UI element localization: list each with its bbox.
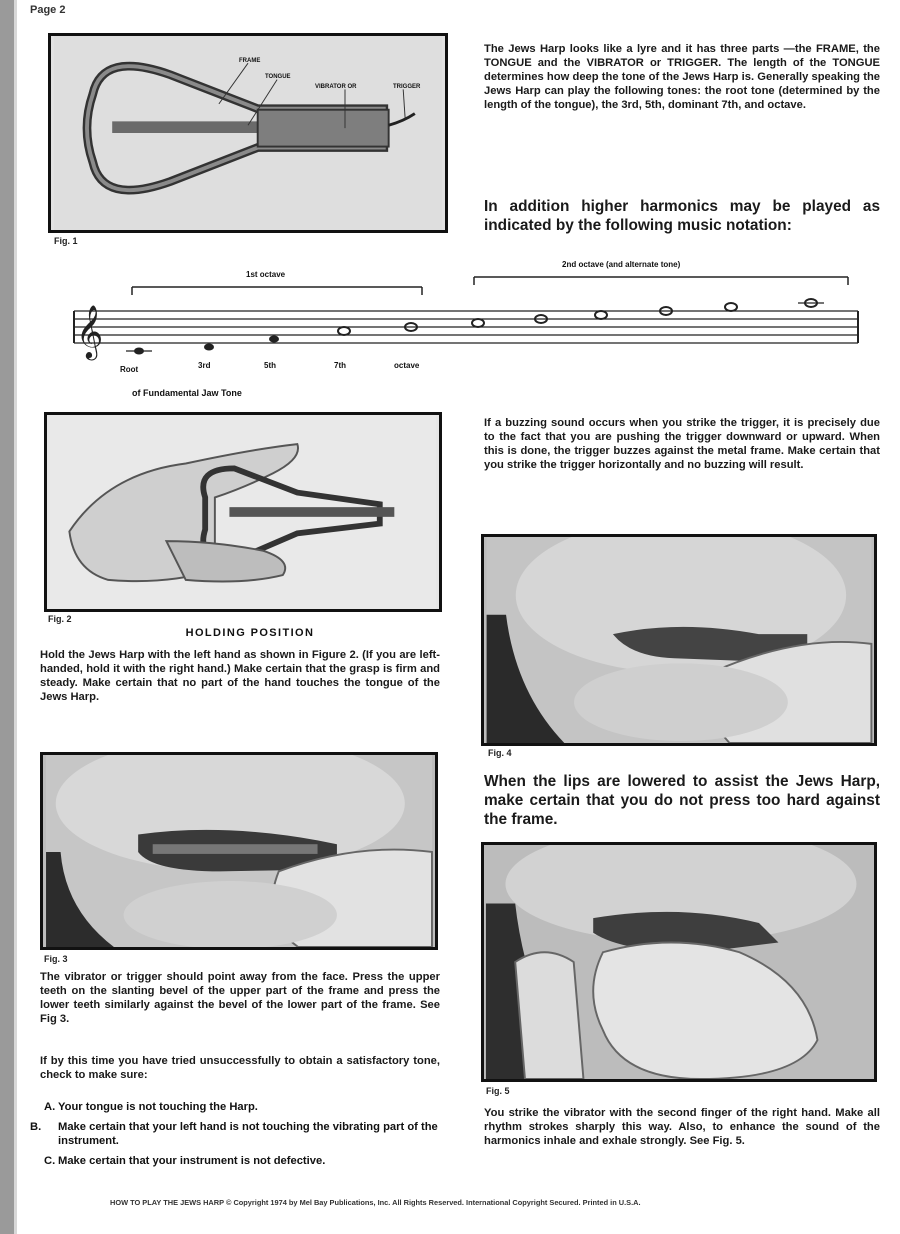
note-label-7th: 7th	[334, 361, 346, 370]
checklist-text: Your tongue is not touching the Harp.	[58, 1101, 258, 1113]
checklist-letter: A.	[44, 1101, 56, 1113]
svg-text:𝄞: 𝄞	[76, 304, 104, 358]
lips-paragraph: When the lips are lowered to assist the Jews Harp, make certain that you do not press too hard against the frame.	[484, 773, 880, 828]
checklist-item-c	[44, 1154, 440, 1168]
fig2-photo	[44, 412, 442, 612]
note-label-5th: 5th	[264, 361, 276, 370]
checklist-letter: B.	[30, 1121, 42, 1133]
fig3-label: Fig. 3	[44, 954, 68, 964]
checklist	[30, 1100, 440, 1168]
check-intro-paragraph: If by this time you have tried unsuccessfully to obtain a satisfactory tone, check to make sure:	[40, 1055, 440, 1081]
note-label-3rd: 3rd	[198, 361, 211, 370]
fig1-label-frame: FRAME	[239, 58, 261, 64]
checklist-item-b	[30, 1120, 440, 1148]
hand-holding-harp-image	[47, 415, 439, 609]
strike-paragraph: You strike the vibrator with the second finger of the right hand. Make all rhythm strokes sharply this way. Also, to enhance the sound of the harmonics inhale and exhale strongly. See Fig. 5.	[484, 1107, 880, 1147]
music-staff	[66, 255, 866, 405]
staff-drawing	[66, 255, 866, 405]
fig1-label-vibrator: VIBRATOR OR	[315, 84, 357, 90]
bracket-second-octave-label: 2nd octave (and alternate tone)	[562, 260, 681, 269]
fig5-label: Fig. 5	[486, 1086, 510, 1096]
jews-harp-diagram	[51, 36, 445, 230]
buzzing-paragraph: If a buzzing sound occurs when you strike the trigger, it is precisely due to the fact that you are pushing the trigger downward or upward. When this is done, the trigger buzzes against the metal frame. Make certain that you strike the trigger horizontally and no buzzing will result.	[484, 417, 880, 471]
checklist-text: Make certain that your instrument is not defective.	[58, 1155, 326, 1167]
addition-paragraph: In addition higher harmonics may be played as indicated by the following music notation:	[484, 198, 880, 234]
fig1-label-tongue: TONGUE	[265, 74, 291, 80]
holding-position-paragraph: Hold the Jews Harp with the left hand as shown in Figure 2. (If you are left-handed, hold it with the right hand.) Make certain that the grasp is firm and steady. Make certain that no part of the hand touches the tongue of the Jews Harp.	[40, 649, 440, 703]
fig1-photo	[48, 33, 448, 233]
fig5-photo	[481, 842, 877, 1082]
lips-with-harp-image	[484, 537, 874, 743]
checklist-text: Make certain that your left hand is not touching the vibrating part of the instrument.	[58, 1121, 438, 1147]
fig4-label: Fig. 4	[488, 748, 512, 758]
holding-position-heading: HOLDING POSITION	[185, 627, 315, 639]
checklist-letter: C.	[44, 1155, 56, 1167]
fig3-photo	[40, 752, 438, 950]
note-label-root: Root	[120, 365, 139, 374]
page-number: Page 2	[30, 4, 66, 16]
footer-copyright: HOW TO PLAY THE JEWS HARP © Copyright 1974 by Mel Bay Publications, Inc. All Rights Reserved. International Copyright Secured. Printed in U.S.A.	[110, 1198, 641, 1207]
fig1-label: Fig. 1	[54, 236, 78, 246]
page-edge	[0, 0, 14, 1234]
fig1-label-trigger: TRIGGER	[393, 84, 421, 90]
checklist-item-a	[44, 1100, 440, 1114]
vibrator-paragraph: The vibrator or trigger should point away from the face. Press the upper teeth on the slanting bevel of the upper part of the frame and press the lower teeth similarly against the bevel of the lower part of the frame. See Fig 3.	[40, 971, 440, 1025]
page-edge-shadow	[14, 0, 17, 1234]
note-label-octave: octave	[394, 361, 420, 370]
bracket-first-octave-label: 1st octave	[246, 270, 286, 279]
teeth-position-image	[43, 755, 435, 947]
striking-vibrator-image	[484, 845, 874, 1079]
staff-caption: of Fundamental Jaw Tone	[132, 388, 242, 398]
fig4-photo	[481, 534, 877, 746]
intro-paragraph: The Jews Harp looks like a lyre and it has three parts —the FRAME, the TONGUE and the VIBRATOR or TRIGGER. The length of the TONGUE determines how deep the tone of the Jews Harp is. Generally speaking the Jews Harp can play the following tones: the root tone (determined by the length of the tongue), the 3rd, 5th, dominant 7th, and octave.	[484, 43, 880, 111]
fig2-label: Fig. 2	[48, 614, 72, 624]
